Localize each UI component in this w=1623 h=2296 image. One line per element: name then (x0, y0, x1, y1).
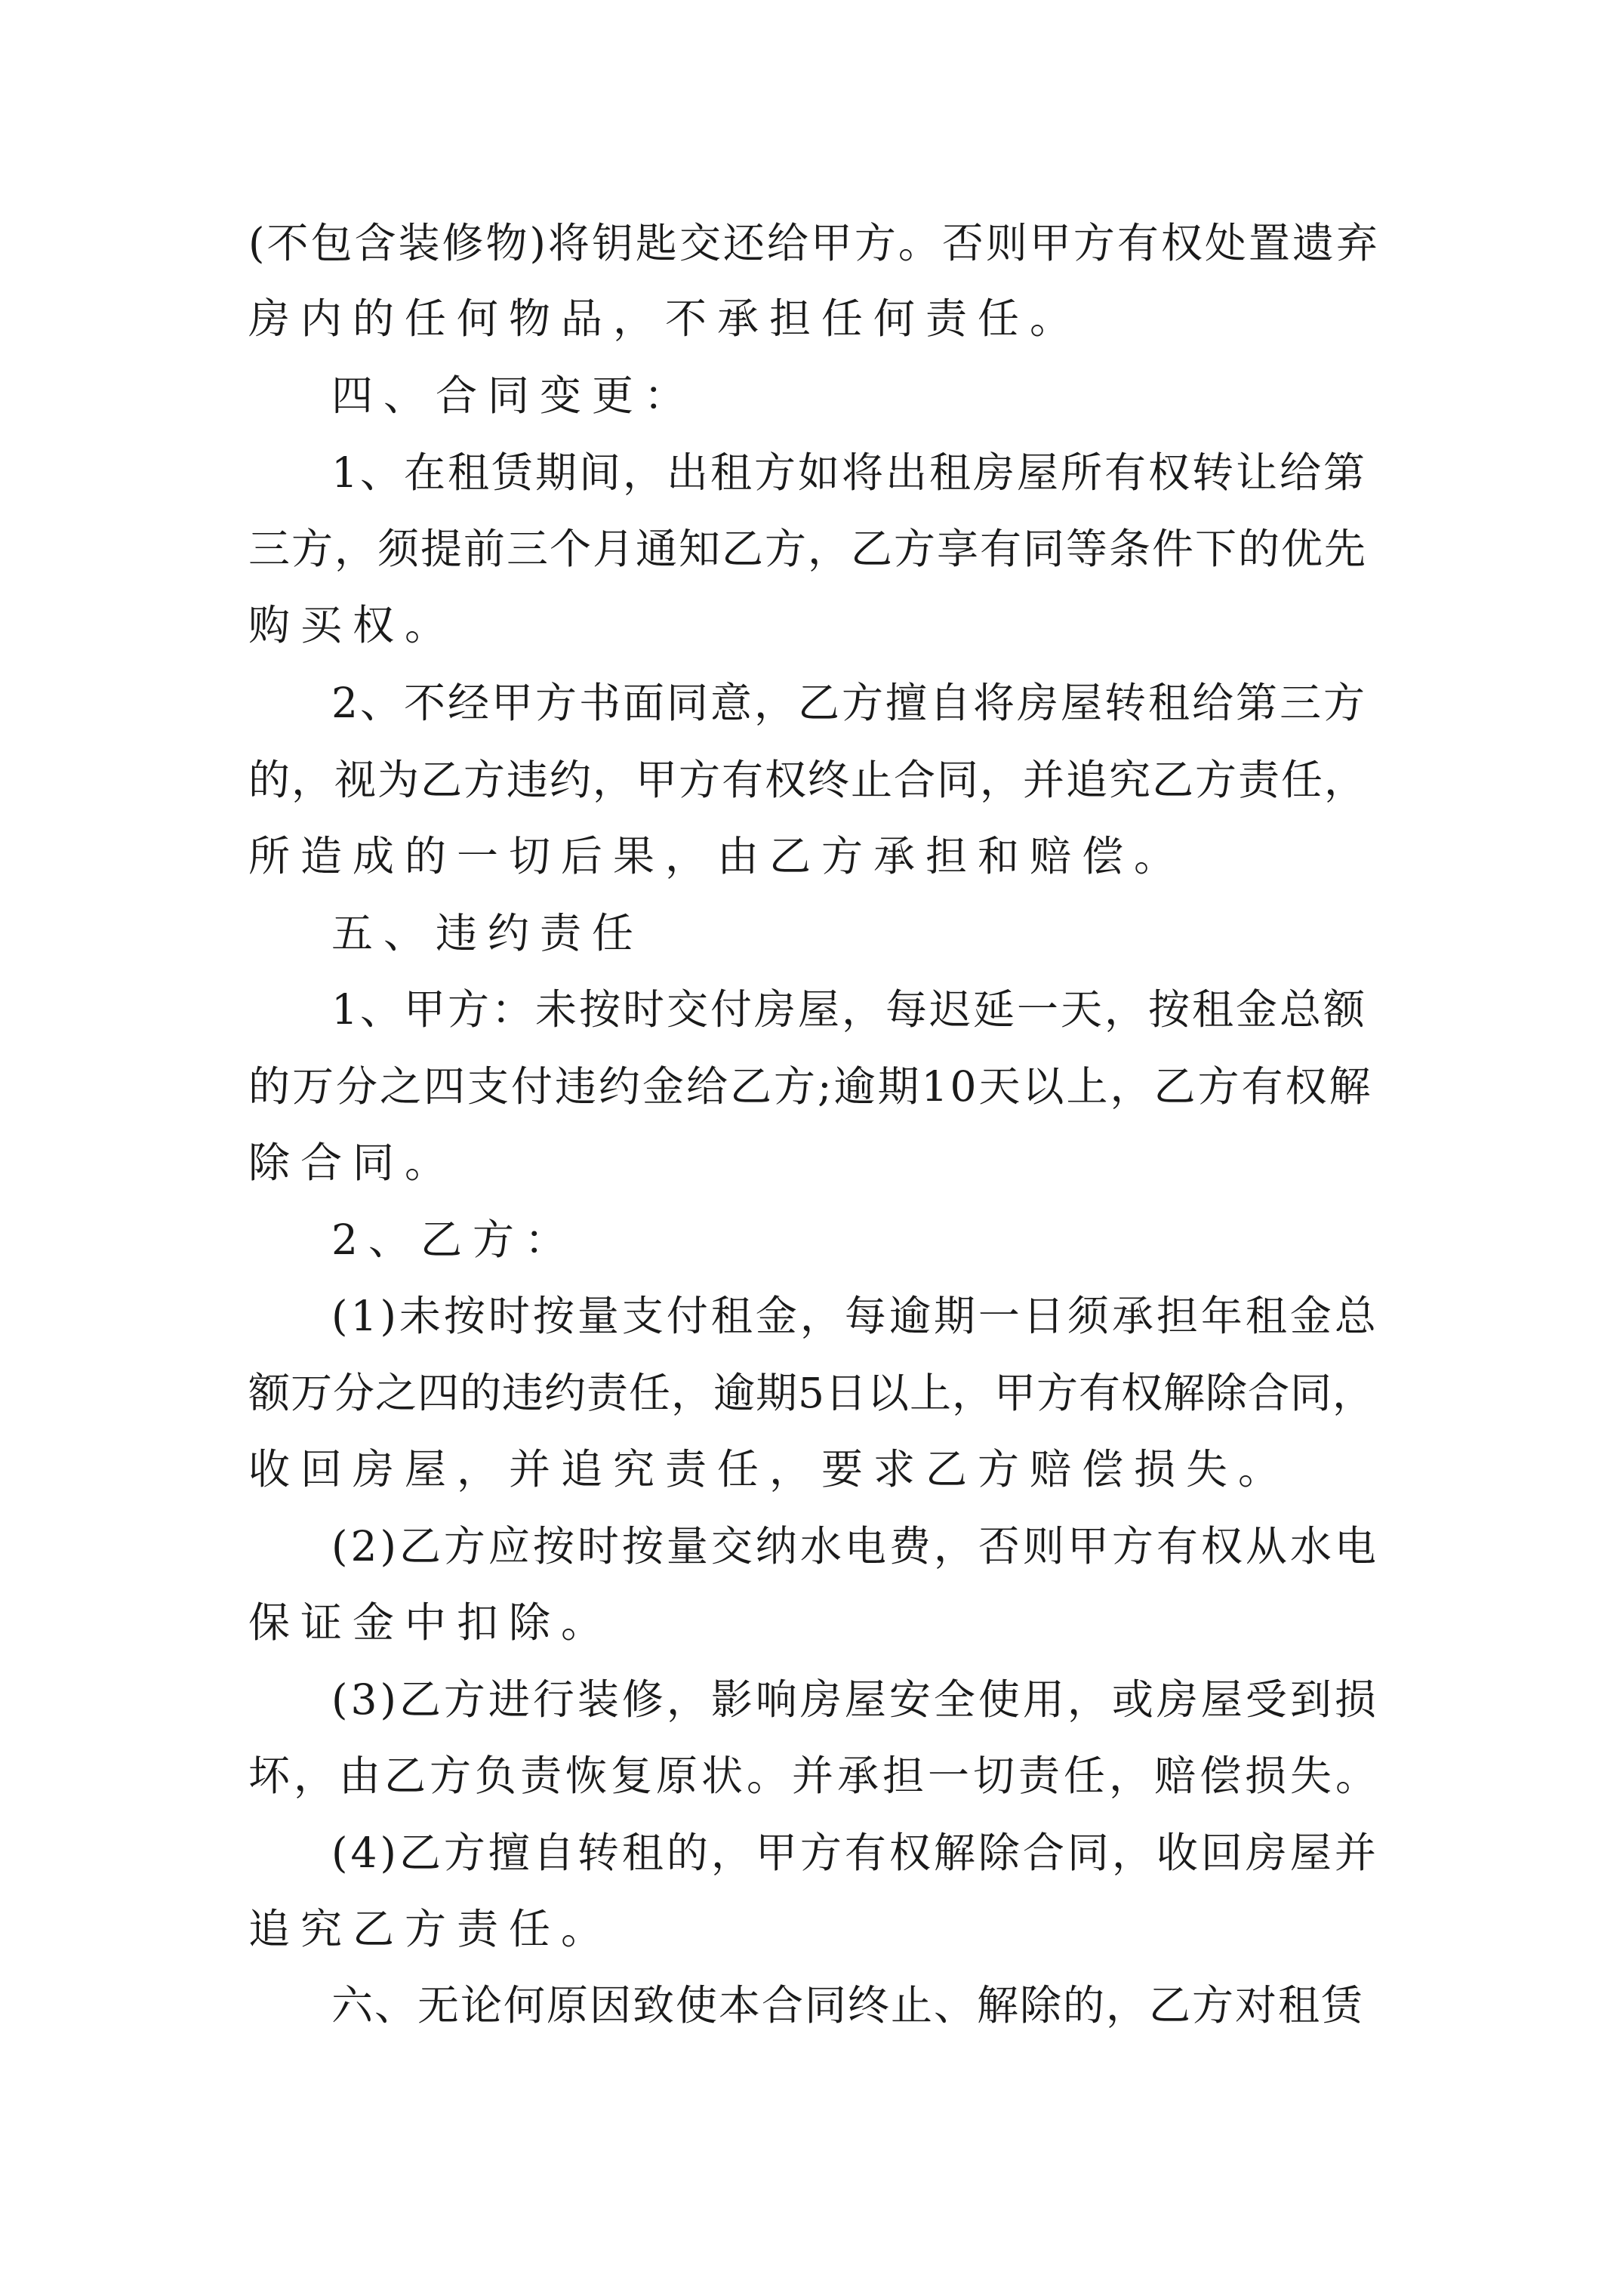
section-heading: 四、合同变更： (331, 371, 697, 420)
text-line: 1、在租赁期间，出租方如将出租房屋所有权转让给第 (331, 448, 1367, 497)
text-line: 保证金中扣除。 (248, 1598, 614, 1647)
text-line: 2、乙方： (331, 1216, 577, 1264)
text-line: (3)乙方进行装修，影响房屋安全使用，或房屋受到损 (331, 1675, 1379, 1724)
text-line: (不包含装修物)将钥匙交还给甲方。否则甲方有权处置遗弃 (248, 219, 1380, 267)
text-line: 购买权。 (248, 601, 457, 649)
text-line: 收回房屋，并追究责任，要求乙方赔偿损失。 (248, 1445, 1291, 1493)
text-line: 三方，须提前三个月通知乙方，乙方享有同等条件下的优先 (248, 525, 1368, 573)
text-line: 1、甲方：未按时交付房屋，每迟延一天，按租金总额 (331, 985, 1367, 1034)
text-line: 六、无论何原因致使本合同终止、解除的，乙方对租赁 (331, 1981, 1365, 2029)
section-heading: 五、违约责任 (331, 909, 645, 957)
text-line: (1)未按时按量支付租金，每逾期一日须承担年租金总 (331, 1292, 1379, 1340)
text-line: 追究乙方责任。 (248, 1905, 614, 1953)
text-line: (2)乙方应按时按量交纳水电费，否则甲方有权从水电 (331, 1522, 1379, 1570)
text-line: 额万分之四的违约责任，逾期5日以上，甲方有权解除合同， (248, 1369, 1375, 1417)
text-line: 的万分之四支付违约金给乙方;逾期10天以上，乙方有权解 (248, 1062, 1373, 1111)
text-line: (4)乙方擅自转租的，甲方有权解除合同，收回房屋并 (331, 1829, 1379, 1877)
text-line: 2、不经甲方书面同意，乙方擅自将房屋转租给第三方 (331, 679, 1367, 727)
text-line: 房内的任何物品，不承担任何责任。 (248, 294, 1083, 343)
text-line: 除合同。 (248, 1139, 457, 1187)
text-line: 的，视为乙方违约，甲方有权终止合同，并追究乙方责任， (248, 756, 1368, 804)
text-line: 坏，由乙方负责恢复原状。并承担一切责任，赔偿损失。 (248, 1752, 1381, 1800)
text-line: 所造成的一切后果，由乙方承担和赔偿。 (248, 832, 1187, 880)
